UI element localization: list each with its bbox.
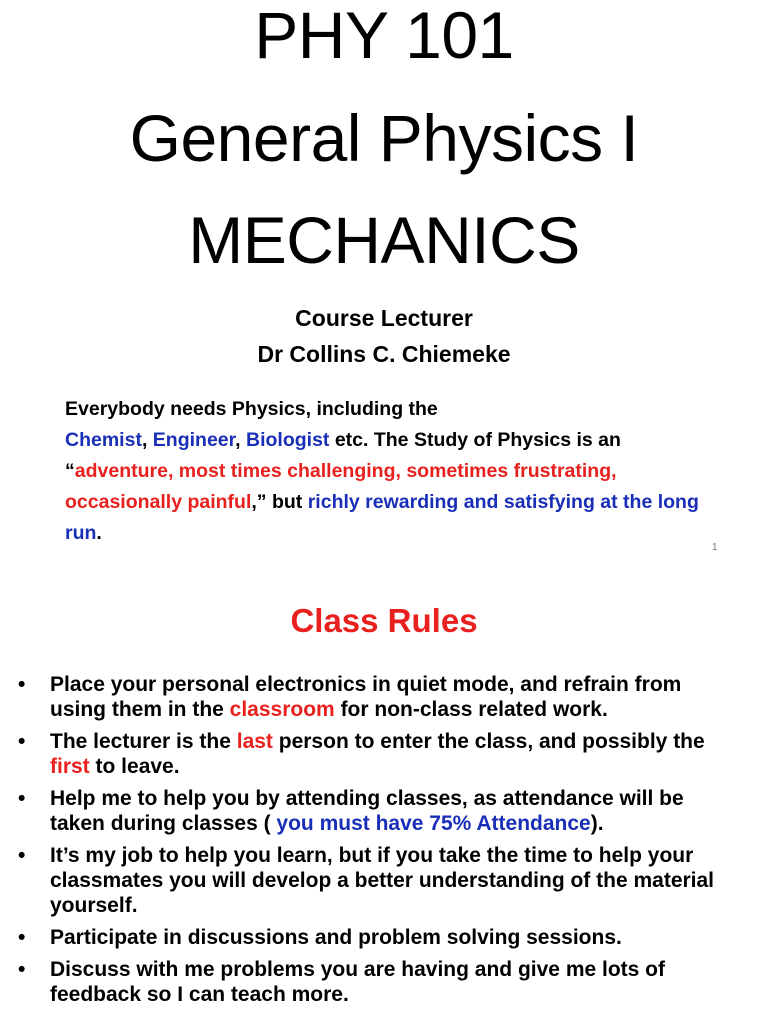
rule-item [0, 786, 768, 836]
rule-highlight: last [236, 730, 273, 753]
quote-biologist: Biologist [246, 429, 330, 451]
class-rules-list [0, 672, 768, 1014]
lecturer-name: Dr Collins C. Chiemeke [257, 341, 511, 367]
physics-quote [65, 394, 715, 549]
rule-text: Help me to help you by attending classes, as attendance will be taken during classes ( [50, 787, 684, 835]
rule-text: Participate in discussions and problem solving sessions. [50, 926, 622, 949]
quote-separator-1: , [141, 429, 153, 451]
lecturer-block [0, 300, 768, 372]
bullet-icon: • [18, 958, 26, 981]
rule-text: The lecturer is the [50, 730, 237, 753]
rule-text: person to enter the class, and possibly the [272, 730, 705, 753]
course-code-title: PHY 101 [254, 0, 514, 72]
bullet-icon: • [18, 844, 26, 867]
rule-item [0, 925, 768, 950]
bullet-icon: • [18, 673, 26, 696]
class-rules-title: Class Rules [290, 602, 478, 639]
rule-highlight: first [50, 755, 90, 778]
rule-item [0, 672, 768, 722]
rule-highlight: you must have 75% Attendance [276, 812, 591, 835]
rule-text: It’s my job to help you learn, but if you take the time to help your classmates you will develop a better understanding of the material yourself. [50, 844, 715, 917]
slide-number: 1 [712, 542, 718, 553]
rule-text: Discuss with me problems you are having and give me lots of feedback so I can teach more. [50, 958, 665, 1006]
quote-end: . [96, 522, 102, 544]
rule-item [0, 729, 768, 779]
quote-blue-phrase: richly rewarding and satisfying at the long run [65, 491, 699, 544]
slide-2 [0, 576, 768, 1024]
quote-engineer: Engineer [152, 429, 236, 451]
rule-item [0, 957, 768, 1007]
rule-item [0, 843, 768, 918]
lecturer-label: Course Lecturer [295, 305, 473, 331]
bullet-icon: • [18, 926, 26, 949]
rule-text: to leave. [89, 755, 180, 778]
course-topic-title: MECHANICS [188, 203, 580, 277]
bullet-icon: • [18, 730, 26, 753]
quote-red-phrase: adventure, most times challenging, sometimes frustrating, occasionally painful [65, 460, 617, 513]
rule-highlight: classroom [229, 698, 335, 721]
course-name-title: General Physics I [129, 101, 639, 175]
rule-text: ). [590, 812, 604, 835]
rule-text: for non-class related work. [334, 698, 608, 721]
bullet-icon: • [18, 787, 26, 810]
quote-chemist: Chemist [65, 429, 142, 451]
rule-text: Place your personal electronics in quiet mode, and refrain from using them in the [50, 673, 682, 721]
quote-but: ,” but [251, 491, 308, 513]
quote-intro: Everybody needs Physics, including the [65, 398, 438, 420]
quote-separator-2: , [235, 429, 246, 451]
quote-middle: etc. The Study of Physics is an “ [65, 429, 621, 482]
